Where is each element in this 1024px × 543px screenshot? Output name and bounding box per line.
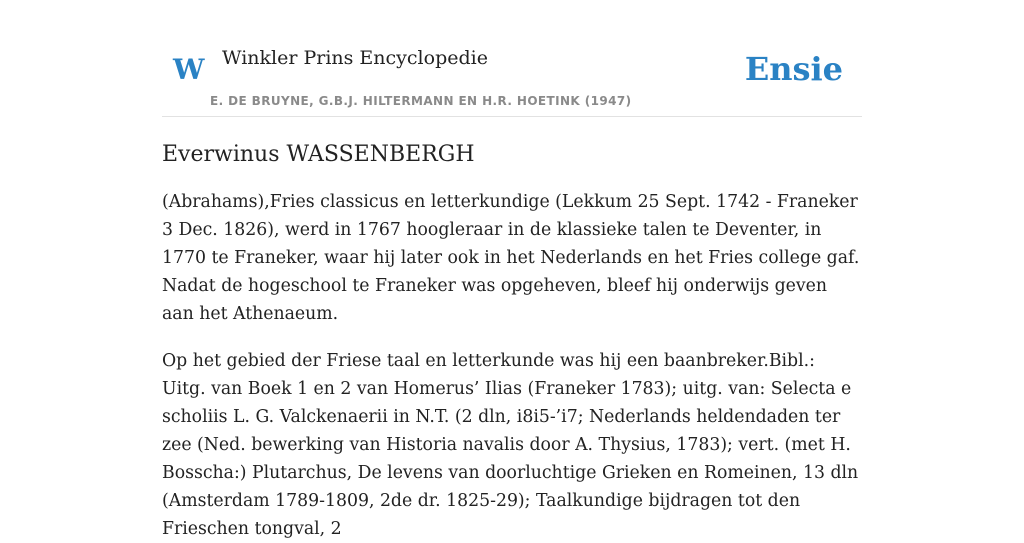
- encyclopedia-title[interactable]: Winkler Prins Encyclopedie: [222, 47, 488, 69]
- article-title: Everwinus WASSENBERGH: [162, 142, 475, 167]
- site-header: [162, 0, 862, 117]
- article-paragraph: (Abrahams),Fries classicus en letterkundige (Lekkum 25 Sept. 1742 - Franeker 3 Dec. 1826), werd in 1767 hoogleraar in de klassieke talen te Deventer, in 1770 te Franeker, waar hij later ook in het Nederlands en het Fries college gaf. Nadat de hogeschool te Franeker was opgeheven, bleef hij onderwijs geven aan het Athenaeum.: [162, 192, 860, 324]
- encyclopedia-authors: E. DE BRUYNE, G.B.J. HILTERMANN EN H.R. HOETINK (1947): [210, 94, 632, 108]
- ensie-brand-link[interactable]: Ensie: [744, 50, 843, 88]
- article: [162, 136, 862, 543]
- encyclopedia-logo[interactable]: W: [173, 53, 205, 86]
- article-paragraph: Op het gebied der Friese taal en letterkunde was hij een baanbreker.Bibl.: Uitg. van Boek 1 en 2 van Homerus’ Ilias (Franeker 1783); uitg. van: Selecta e scholiis L. G. Valckenaerii in N.T. (2 dln, i8i5-’i7; Nederlands heldendaden ter zee (Ned. bewerking van Historia navalis door A. Thysius, 1783); vert. (met H. Bosscha:) Plutarchus, De levens van doorluchtige Grieken en Romeinen, 13 dln (Amsterdam 1789-1809, 2de dr. 1825-29); Taalkundige bijdragen tot den Frieschen tongval, 2: [162, 351, 859, 539]
